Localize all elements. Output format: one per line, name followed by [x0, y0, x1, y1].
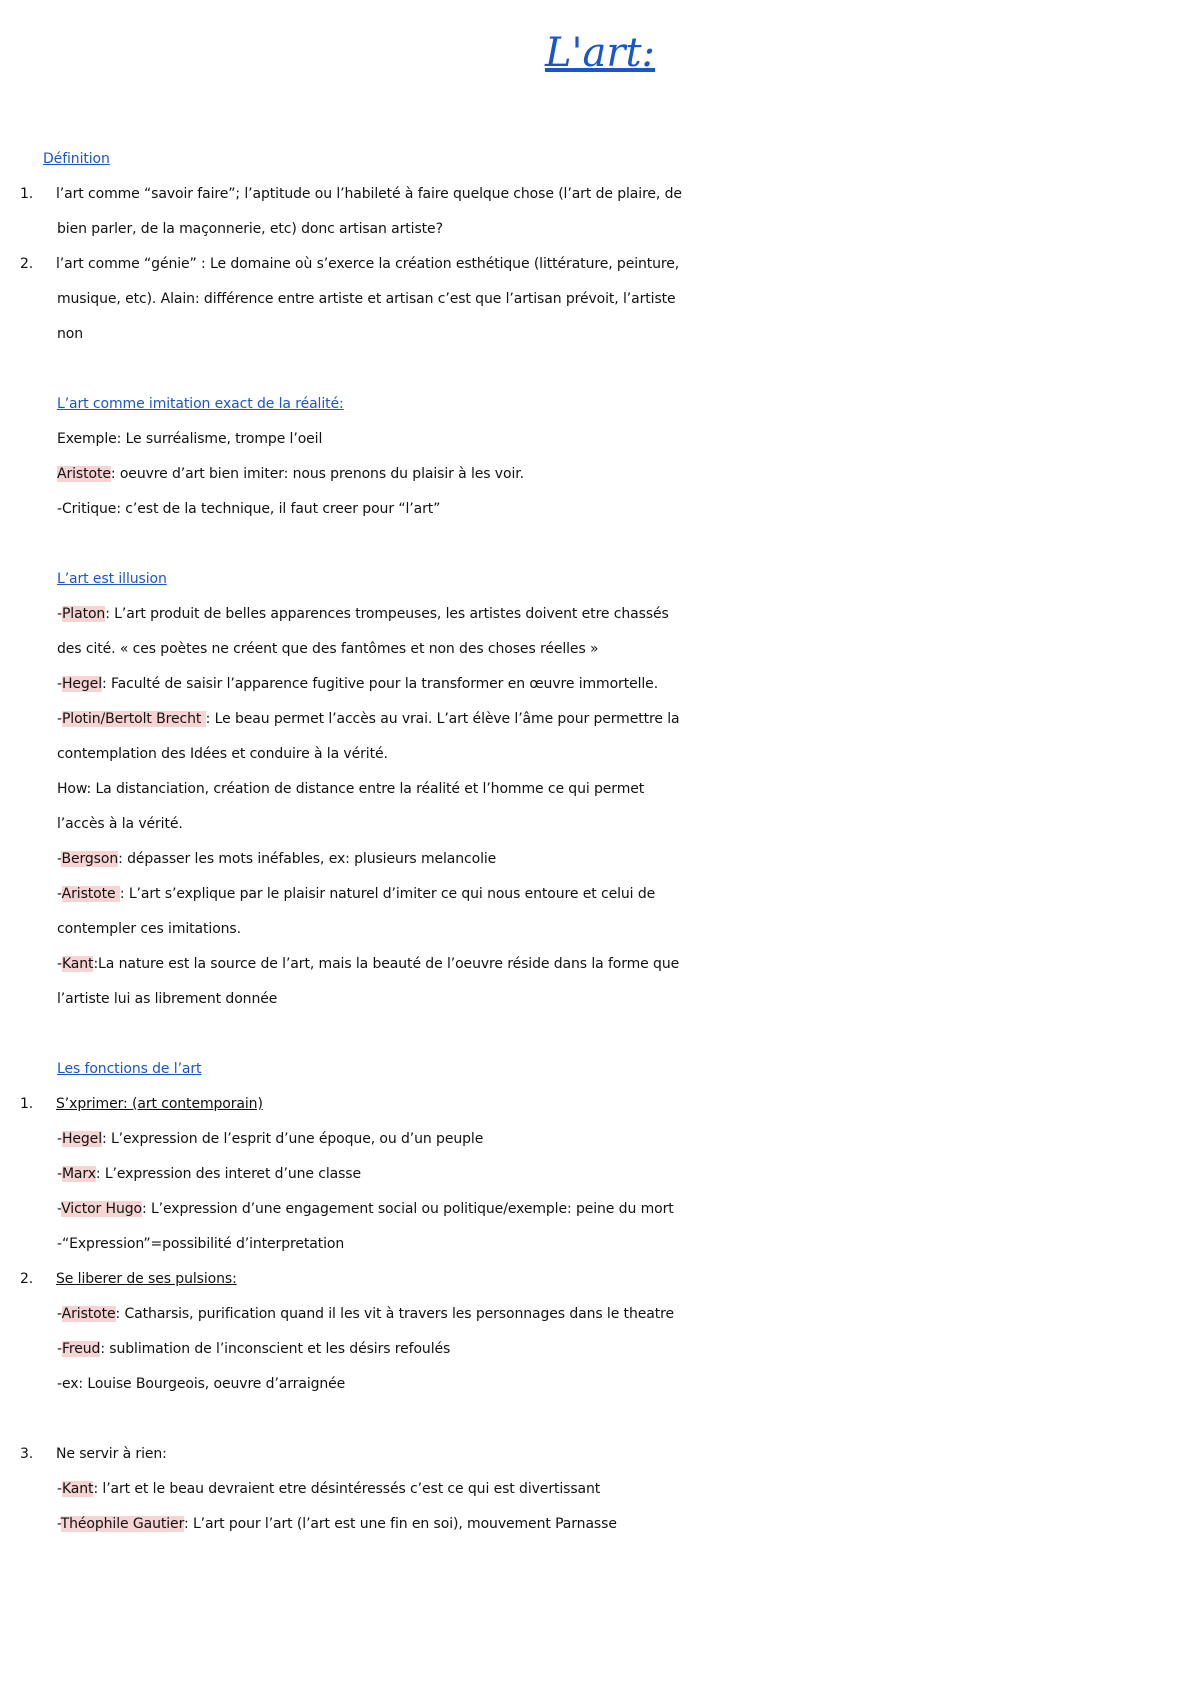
text-line: -ex: Louise Bourgeois, oeuvre d’arraignée	[57, 1376, 346, 1392]
text-line: -“Expression”=possibilité d’interpretation	[57, 1236, 345, 1252]
list-item-continuation: musique, etc). Alain: différence entre artiste et artisan c’est que l’artisan prévoit, l’artiste	[57, 291, 676, 307]
text-line: -Hegel: L’expression de l’esprit d’une époque, ou d’un peuple	[57, 1131, 484, 1147]
list-number: 1.	[20, 1096, 34, 1112]
text-line: -Victor Hugo: L’expression d’une engagement social ou politique/exemple: peine du mort	[57, 1201, 674, 1217]
philosopher-highlight: Hegel	[61, 676, 102, 692]
text-line: -Kant: l’art et le beau devraient etre désintéressés c’est ce qui est divertissant	[57, 1481, 601, 1497]
philosopher-highlight: Aristote	[61, 1306, 116, 1322]
list-number: 3.	[20, 1446, 34, 1462]
text-line: l’artiste lui as librement donnée	[57, 991, 278, 1007]
section-heading-illusion: L’art est illusion	[57, 571, 167, 587]
list-item	[0, 1262, 1200, 1297]
philosopher-highlight: Plotin/Bertolt Brecht	[61, 711, 206, 727]
subsection-title: Ne servir à rien:	[56, 1446, 167, 1462]
text-line: -Hegel: Faculté de saisir l’apparence fugitive pour la transformer en œuvre immortelle.	[57, 676, 659, 692]
philosopher-highlight: Théophile Gautier	[60, 1516, 184, 1532]
subsection-title: S’xprimer: (art contemporain)	[56, 1096, 263, 1112]
list-item	[0, 1437, 1200, 1472]
text-line: How: La distanciation, création de distance entre la réalité et l’homme ce qui permet	[57, 781, 645, 797]
philosopher-highlight: Kant	[61, 956, 94, 972]
text-line: des cité. « ces poètes ne créent que des fantômes et non des choses réelles »	[57, 641, 599, 657]
section-heading-definition: Définition	[43, 151, 110, 167]
text-line: -Freud: sublimation de l’inconscient et les désirs refoulés	[57, 1341, 451, 1357]
text-line: contemplation des Idées et conduire à la vérité.	[57, 746, 388, 762]
philosopher-highlight: Platon	[61, 606, 106, 622]
text-line: -Aristote : L’art s’explique par le plaisir naturel d’imiter ce qui nous entoure et celui de	[57, 886, 656, 902]
text-line: Exemple: Le surréalisme, trompe l’oeil	[57, 431, 323, 447]
philosopher-highlight: Kant	[61, 1481, 94, 1497]
philosopher-highlight: Hegel	[61, 1131, 102, 1147]
list-number: 2.	[20, 256, 34, 272]
section-heading-fonctions: Les fonctions de l’art	[57, 1061, 202, 1077]
philosopher-highlight: Marx	[61, 1166, 96, 1182]
list-item: 2. l’art comme “génie” : Le domaine où s’exerce la création esthétique (littérature, peinture,	[0, 247, 1200, 282]
list-item-continuation: bien parler, de la maçonnerie, etc) donc artisan artiste?	[57, 221, 443, 237]
subsection-title: Se liberer de ses pulsions:	[56, 1271, 237, 1287]
text-line: contempler ces imitations.	[57, 921, 241, 937]
text-line: -Plotin/Bertolt Brecht : Le beau permet l’accès au vrai. L’art élève l’âme pour permettre la	[57, 711, 680, 727]
document-body	[0, 142, 1200, 1542]
text-line: -Théophile Gautier: L’art pour l’art (l’art est une fin en soi), mouvement Parnasse	[57, 1516, 617, 1532]
text-line: -Platon: L’art produit de belles apparences trompeuses, les artistes doivent etre chassés	[57, 606, 669, 622]
list-item-continuation: non	[57, 326, 84, 342]
list-number: 2.	[20, 1271, 34, 1287]
philosopher-highlight: Victor Hugo	[61, 1201, 143, 1217]
philosopher-highlight: Bergson	[61, 851, 119, 867]
text-line: -Marx: L’expression des interet d’une classe	[57, 1166, 361, 1182]
page-title: L'art:	[544, 30, 656, 76]
philosopher-highlight: Aristote	[57, 466, 111, 482]
list-item	[0, 1087, 1200, 1122]
text-line: l’accès à la vérité.	[57, 816, 183, 832]
philosopher-highlight: Aristote	[61, 886, 120, 902]
list-item: 1. l’art comme “savoir faire”; l’aptitude ou l’habileté à faire quelque chose (l’art de plaire, de	[0, 177, 1200, 212]
text-line: -Kant:La nature est la source de l’art, mais la beauté de l’oeuvre réside dans la forme que	[57, 956, 680, 972]
text-line: Aristote: oeuvre d’art bien imiter: nous prenons du plaisir à les voir.	[57, 466, 524, 482]
text-line: -Bergson: dépasser les mots inéfables, ex: plusieurs melancolie	[57, 851, 497, 867]
list-number: 1.	[20, 186, 34, 202]
section-heading-imitation: L’art comme imitation exact de la réalité:	[57, 396, 344, 412]
text-line: -Aristote: Catharsis, purification quand il les vit à travers les personnages dans le theatre	[57, 1306, 674, 1322]
text-line: -Critique: c’est de la technique, il faut creer pour “l’art”	[57, 501, 441, 517]
philosopher-highlight: Freud	[61, 1341, 101, 1357]
